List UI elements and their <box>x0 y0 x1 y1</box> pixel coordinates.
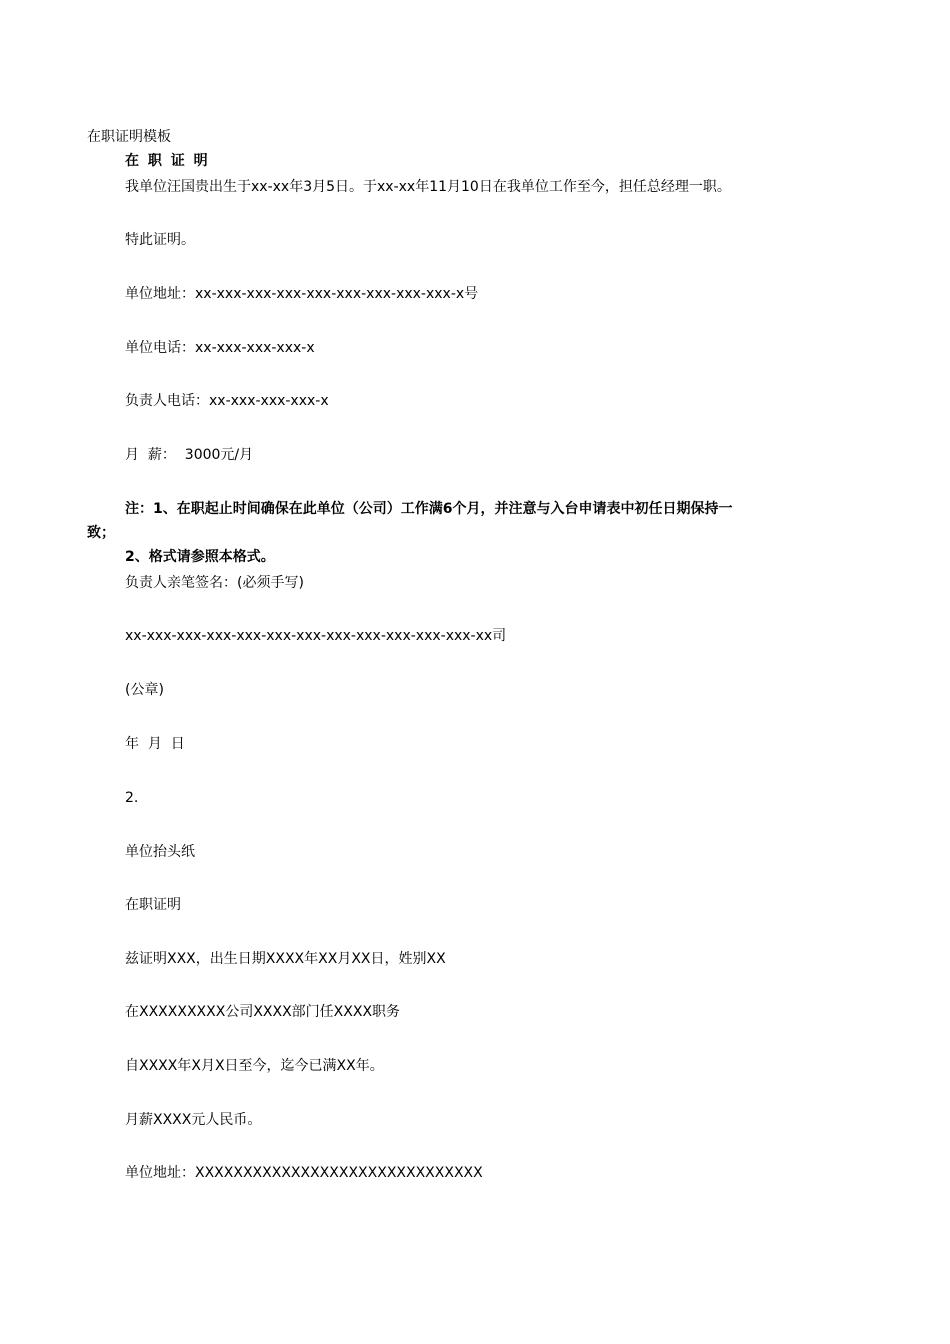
template-heading: 在职证明模板 <box>87 129 171 145</box>
address-line: 单位地址：XXXXXXXXXXXXXXXXXXXXXXXXXXXXXX <box>125 1165 483 1181</box>
special-statement: 特此证明。 <box>125 232 195 248</box>
note-1: 注：1、在职起止时间确保在此单位（公司）工作满6个月，并注意与入台申请表中初任日期保持一 <box>125 501 733 517</box>
section-number: 2. <box>125 790 139 806</box>
certificate-body: 我单位汪国贵出生于xx-xx年3月5日。于xx-xx年11月10日在我单位工作至今，担任总经理一职。 <box>125 179 731 195</box>
certify-line: 兹证明XXX，出生日期XXXX年XX月XX日，姓别XX <box>125 951 446 967</box>
manager-phone: 负责人电话：xx-xxx-xxx-xxx-x <box>125 393 329 409</box>
company-name: xx-xxx-xxx-xxx-xxx-xxx-xxx-xxx-xxx-xxx-xxx-xxx-xx司 <box>125 628 507 644</box>
signature-line: 负责人亲笔签名：(必须手写) <box>125 575 304 591</box>
certificate-title: 在 职 证 明 <box>125 153 210 169</box>
company-seal: (公章) <box>125 682 164 698</box>
tenure-line: 自XXXX年X月X日至今，迄今已满XX年。 <box>125 1058 384 1074</box>
certificate-title-2: 在职证明 <box>125 897 181 913</box>
note-1-continued: 致； <box>87 525 115 541</box>
letterhead-label: 单位抬头纸 <box>125 844 195 860</box>
monthly-salary: 月 薪： 3000元/月 <box>125 447 254 463</box>
company-phone: 单位电话：xx-xxx-xxx-xxx-x <box>125 340 315 356</box>
company-address: 单位地址：xx-xxx-xxx-xxx-xxx-xxx-xxx-xxx-xxx-x号 <box>125 286 479 302</box>
salary-line: 月薪XXXX元人民币。 <box>125 1112 262 1128</box>
note-2: 2、格式请参照本格式。 <box>125 549 275 565</box>
position-line: 在XXXXXXXXX公司XXXX部门任XXXX职务 <box>125 1004 401 1020</box>
date-line: 年 月 日 <box>125 736 185 752</box>
